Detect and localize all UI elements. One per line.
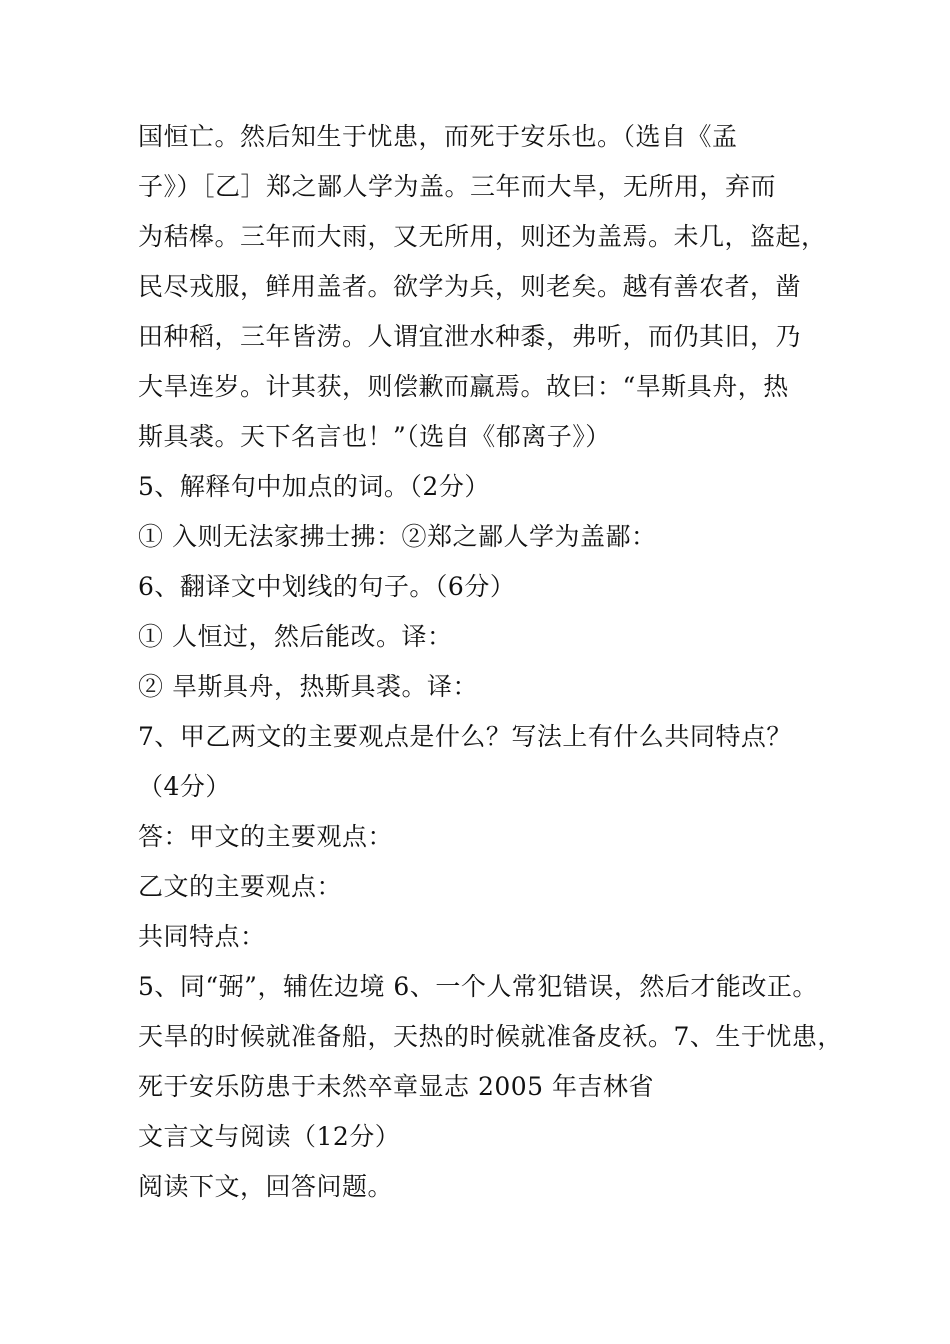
question-6-heading: 6、翻译文中划线的句子。（6分） [138,572,516,601]
question-6-item-2: ② 旱斯具舟，热斯具裘。译： [138,672,478,701]
question-6-item-1: ① 人恒过，然后能改。译： [138,622,453,651]
section-heading: 文言文与阅读（12分） [138,1122,401,1151]
answer-key-line-3: 死于安乐防患于未然卒章显志 2005 年吉林省 [138,1072,655,1101]
answer-yi-viewpoint: 乙文的主要观点： [138,872,343,901]
answer-common-features: 共同特点： [138,922,266,951]
text-line-3: 为秸槔。三年而大雨，又无所用，则还为盖焉。未几，盗起， [138,222,827,251]
text-line-1: 国恒亡。然后知生于忧患，而死于安乐也。（选自《孟 [138,122,738,151]
question-5-items: ① 入则无法家拂士拂：②郑之鄙人学为盖鄙： [138,522,657,551]
text-line-5: 田种稻，三年皆涝。人谓宜泄水种黍，弗听，而仍其旧，乃 [138,322,802,351]
answer-jia-viewpoint: 答：甲文的主要观点： [138,822,394,851]
text-line-2: 子》）［乙］郑之鄙人学为盖。三年而大旱，无所用，弃而 [138,172,777,201]
question-7-heading: 7、甲乙两文的主要观点是什么？写法上有什么共同特点？ [138,722,792,751]
question-5-heading: 5、解释句中加点的词。（2分） [138,472,490,501]
document-body [138,112,843,1212]
question-7-score: （4分） [138,772,231,801]
text-line-7: 斯具裘。天下名言也！”（选自《郁离子》） [138,422,611,451]
text-line-6: 大旱连岁。计其获，则偿歉而羸焉。故曰：“旱斯具舟，热 [138,372,789,401]
answer-key-line-1: 5、同“弼”，辅佐边境 6、一个人常犯错误，然后才能改正。 [138,972,818,1001]
answer-key-line-2: 天旱的时候就准备船，天热的时候就准备皮袄。7、生于忧患， [138,1022,843,1051]
section-instruction: 阅读下文，回答问题。 [138,1172,394,1201]
text-line-4: 民尽戎服，鲜用盖者。欲学为兵，则老矣。越有善农者，凿 [138,272,802,301]
